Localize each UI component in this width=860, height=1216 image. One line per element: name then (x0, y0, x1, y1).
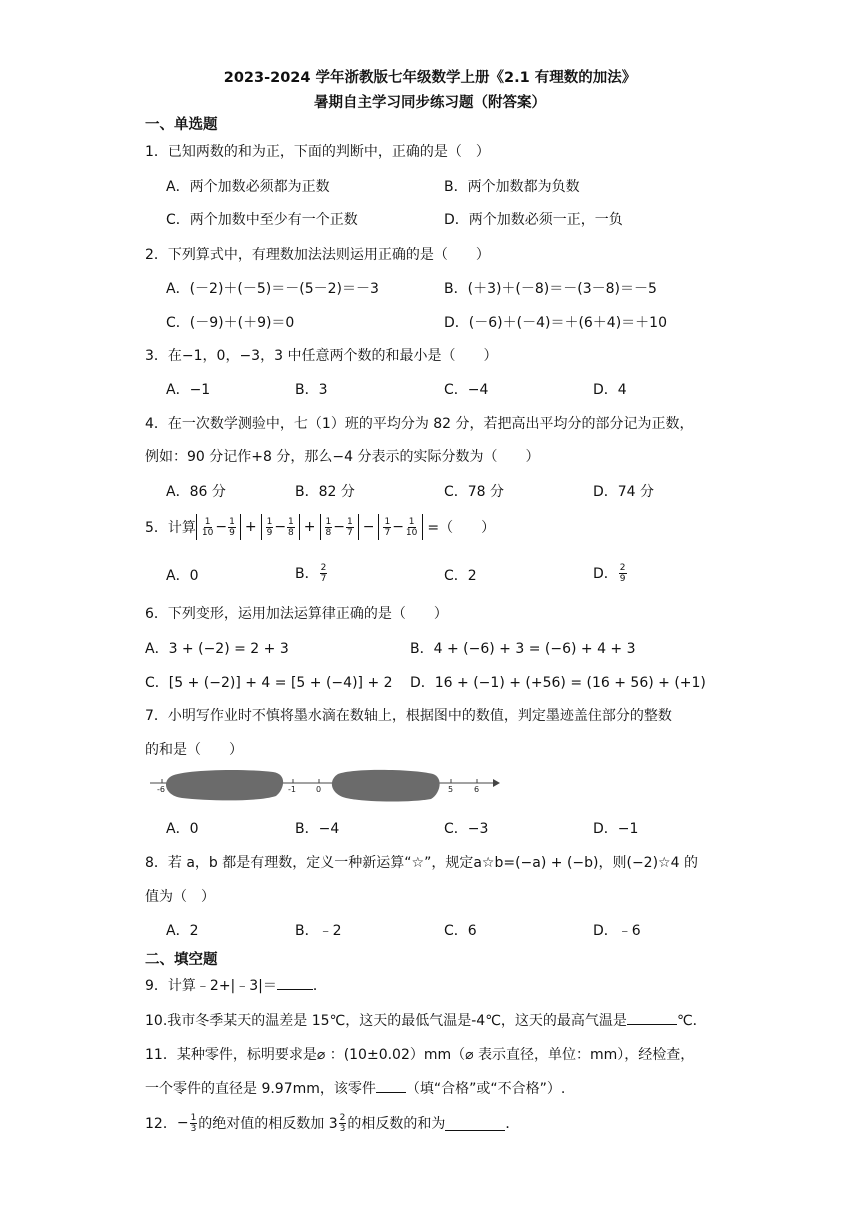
q8-option-b: B．﹣2 (295, 923, 342, 939)
section-title-single-choice: 一、单选题 (145, 117, 218, 133)
question-7-text-line1: 7．小明写作业时不慎将墨水滴在数轴上，根据图中的数值，判定墨迹盖住部分的整数 (145, 708, 672, 724)
q6-option-d: D．16 + (−1) + (+56) = (16 + 56) + (+1) (410, 675, 706, 691)
q3-option-b: B．3 (295, 382, 328, 398)
q4-option-c: C．78 分 (444, 484, 505, 500)
ink-blot-right (332, 770, 440, 802)
q5-abs-term-2: $\frac{1}{9}$ − $\frac{1}{8}$ (261, 514, 300, 540)
q6-option-c: C．[5 + (−2)] + 4 = [5 + (−4)] + 2 (145, 675, 393, 691)
question-2-text: 2．下列算式中，有理数加法法则运用正确的是（ ） (145, 247, 490, 263)
q6-option-b: B．4 + (−6) + 3 = (−6) + 4 + 3 (410, 641, 636, 657)
page-title-line2: 暑期自主学习同步练习题（附答案） (314, 95, 546, 111)
question-11-text-line1: 11．某种零件，标明要求是⌀ ：(10±0.02）mm（⌀ 表示直径，单位：mm），经检查， (145, 1047, 695, 1063)
number-line-arrow (493, 779, 500, 787)
q5-abs-term-1: $\frac{1}{10}$ − $\frac{1}{9}$ (196, 514, 241, 540)
number-line-figure (148, 768, 508, 808)
q1-option-b: B．两个加数都为负数 (444, 179, 580, 195)
q1-option-c: C．两个加数中至少有一个正数 (166, 212, 358, 228)
question-4-text-line2: 例如：90 分记作+8 分，那么−4 分表示的实际分数为（ ） (145, 449, 540, 465)
question-10-text: 10.我市冬季某天的温差是 15℃，这天的最低气温是-4℃，这天的最高气温是 ℃． (145, 1013, 707, 1029)
q5-abs-term-4: $\frac{1}{7}$ − $\frac{1}{10}$ (378, 514, 423, 540)
q10-answer-blank[interactable] (627, 1024, 677, 1025)
q4-option-a: A．86 分 (166, 484, 226, 500)
section-title-fill-in: 二、填空题 (145, 952, 218, 968)
q12-answer-blank[interactable] (445, 1116, 505, 1131)
q6-option-a: A．3 + (−2) = 2 + 3 (145, 641, 289, 657)
q4-option-d: D．74 分 (593, 484, 655, 500)
q3-option-a: A．−1 (166, 382, 211, 398)
axis-label-neg6: -6 (157, 785, 165, 794)
q2-option-b: B．(＋3)＋(－8)＝－(3－8)＝－5 (444, 281, 657, 297)
q5-prefix: 5．计算 (145, 520, 196, 536)
question-6-text: 6．下列变形，运用加法运算律正确的是（ ） (145, 606, 448, 622)
question-5-text: 5．计算 $\frac{1}{10}$ − $\frac{1}{9}$ + $\frac{1}{9}$ − $\frac{1}{8}$ + $\frac{1}{8}$ − $\frac{1}{7}$ − $\frac{1}{7}$ − $\frac{1}{10}$ =（ ） (145, 512, 495, 542)
q11-answer-blank[interactable] (376, 1092, 406, 1093)
question-7-text-line2: 的和是（ ） (145, 742, 243, 758)
q7-option-a: A．0 (166, 821, 199, 837)
q2-option-a: A．(－2)＋(－5)＝－(5－2)＝－3 (166, 281, 379, 297)
q2-option-c: C．(－9)＋(＋9)＝0 (166, 315, 295, 331)
q8-option-c: C．6 (444, 923, 477, 939)
axis-label-5: 5 (448, 785, 454, 794)
page-title-line1: 2023-2024 学年浙教版七年级数学上册《2.1 有理数的加法》 (223, 70, 637, 86)
q1-option-a: A．两个加数必须都为正数 (166, 179, 330, 195)
question-8-text-line1: 8．若 a，b 都是有理数，定义一种新运算“☆”，规定a☆b=(−a) + (−b)，则(−2)☆4 的 (145, 855, 698, 871)
q8-option-a: A．2 (166, 923, 199, 939)
q8-option-d: D．﹣6 (593, 923, 641, 939)
ink-blot-left (166, 770, 283, 800)
q3-option-d: D．4 (593, 382, 627, 398)
q2-option-d: D．(－6)＋(－4)＝＋(6＋4)＝＋10 (444, 315, 667, 331)
q7-option-d: D．−1 (593, 821, 639, 837)
q5-option-a: A．0 (166, 568, 199, 584)
question-4-text-line1: 4．在一次数学测验中，七（1）班的平均分为 82 分，若把高出平均分的部分记为正数， (145, 416, 694, 432)
question-12-text: 12． − $\frac{1}{3}$ 的绝对值的相反数加 3 $\frac{2}{3}$ 的相反数的和为 ． (145, 1112, 520, 1134)
question-3-text: 3．在−1，0，−3，3 中任意两个数的和最小是（ ） (145, 348, 498, 364)
q7-option-c: C．−3 (444, 821, 489, 837)
axis-label-neg1: -1 (288, 785, 296, 794)
question-1-text: 1．已知两数的和为正，下面的判断中，正确的是（ ） (145, 144, 490, 160)
q4-option-b: B．82 分 (295, 484, 355, 500)
q9-answer-blank[interactable] (277, 989, 313, 990)
q3-option-c: C．−4 (444, 382, 489, 398)
q7-option-b: B．−4 (295, 821, 340, 837)
question-8-text-line2: 值为（ ） (145, 889, 215, 905)
q5-suffix: =（ ） (427, 520, 496, 536)
q1-option-d: D．两个加数必须一正，一负 (444, 212, 623, 228)
q5-option-c: C．2 (444, 568, 477, 584)
axis-label-6: 6 (474, 785, 480, 794)
q5-abs-term-3: $\frac{1}{8}$ − $\frac{1}{7}$ (320, 514, 359, 540)
q5-option-d: D． $\frac{2}{9}$ (593, 562, 626, 584)
question-11-text-line2: 一个零件的直径是 9.97mm，该零件 （填“合格”或“不合格”）. (145, 1081, 566, 1097)
q5-option-b: B． $\frac{2}{7}$ (295, 562, 327, 584)
axis-label-0: 0 (316, 785, 322, 794)
question-9-text: 9．计算﹣2+|﹣3|＝ ． (145, 978, 327, 994)
